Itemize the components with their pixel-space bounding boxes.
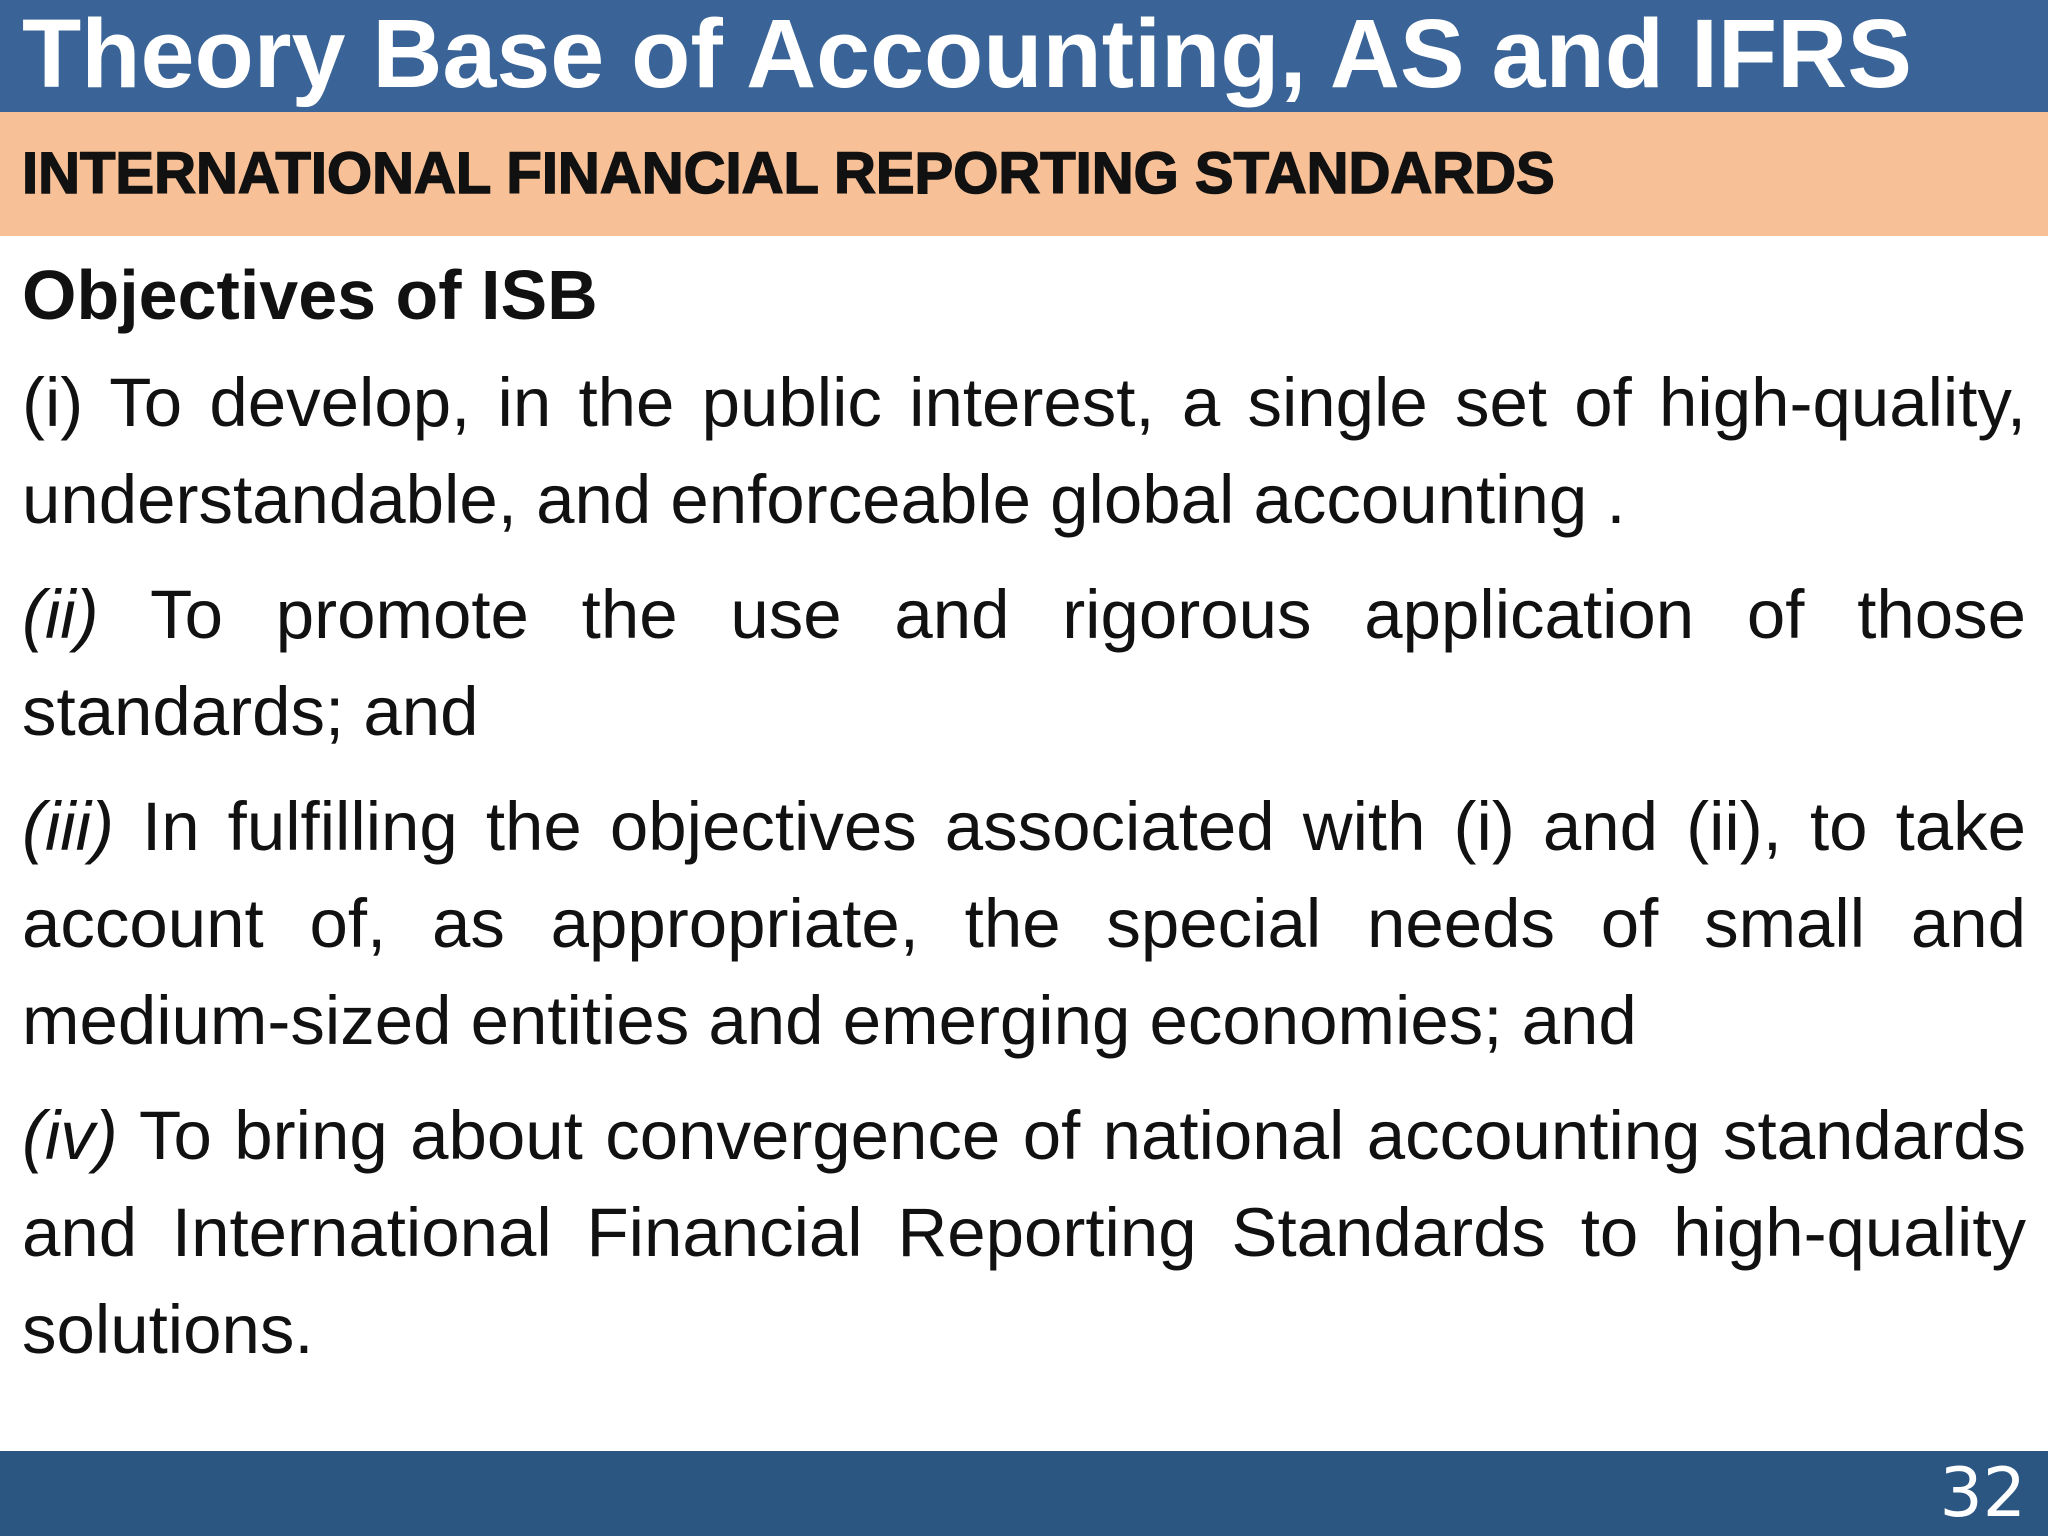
objective-text: To promote the use and rigorous application of those standards; and — [22, 576, 2026, 750]
title-bar — [0, 0, 2048, 112]
objective-item — [22, 1087, 2026, 1378]
subtitle-bar — [0, 112, 2048, 236]
slide-content — [22, 250, 2026, 1396]
slide-title: Theory Base of Accounting, AS and IFRS — [22, 0, 1912, 108]
section-heading: Objectives of ISB — [22, 256, 598, 334]
objective-item — [22, 354, 2026, 548]
objective-item — [22, 778, 2026, 1069]
objective-numeral: (ii) — [22, 576, 99, 653]
slide-subtitle: INTERNATIONAL FINANCIAL REPORTING STANDARDS — [22, 141, 1555, 206]
objective-numeral: (iii) — [22, 788, 114, 865]
page-number: 32 — [1939, 1454, 2026, 1533]
objective-numeral: (iv) — [22, 1097, 118, 1174]
objective-text: In fulfilling the objectives associated with (i) and (ii), to take account of, as appropriate, the special needs of small and medium-sized entities and emerging economies; and — [22, 788, 2027, 1059]
objective-numeral: (i) — [22, 364, 84, 441]
objective-text: To develop, in the public interest, a single set of high-quality, understandable, and enforceable global accounting . — [22, 364, 2026, 538]
objective-item — [22, 566, 2026, 760]
objective-text: To bring about convergence of national accounting standards and International Financial Reporting Standards to high-quality solutions. — [22, 1097, 2026, 1368]
footer-bar — [0, 1451, 2048, 1536]
